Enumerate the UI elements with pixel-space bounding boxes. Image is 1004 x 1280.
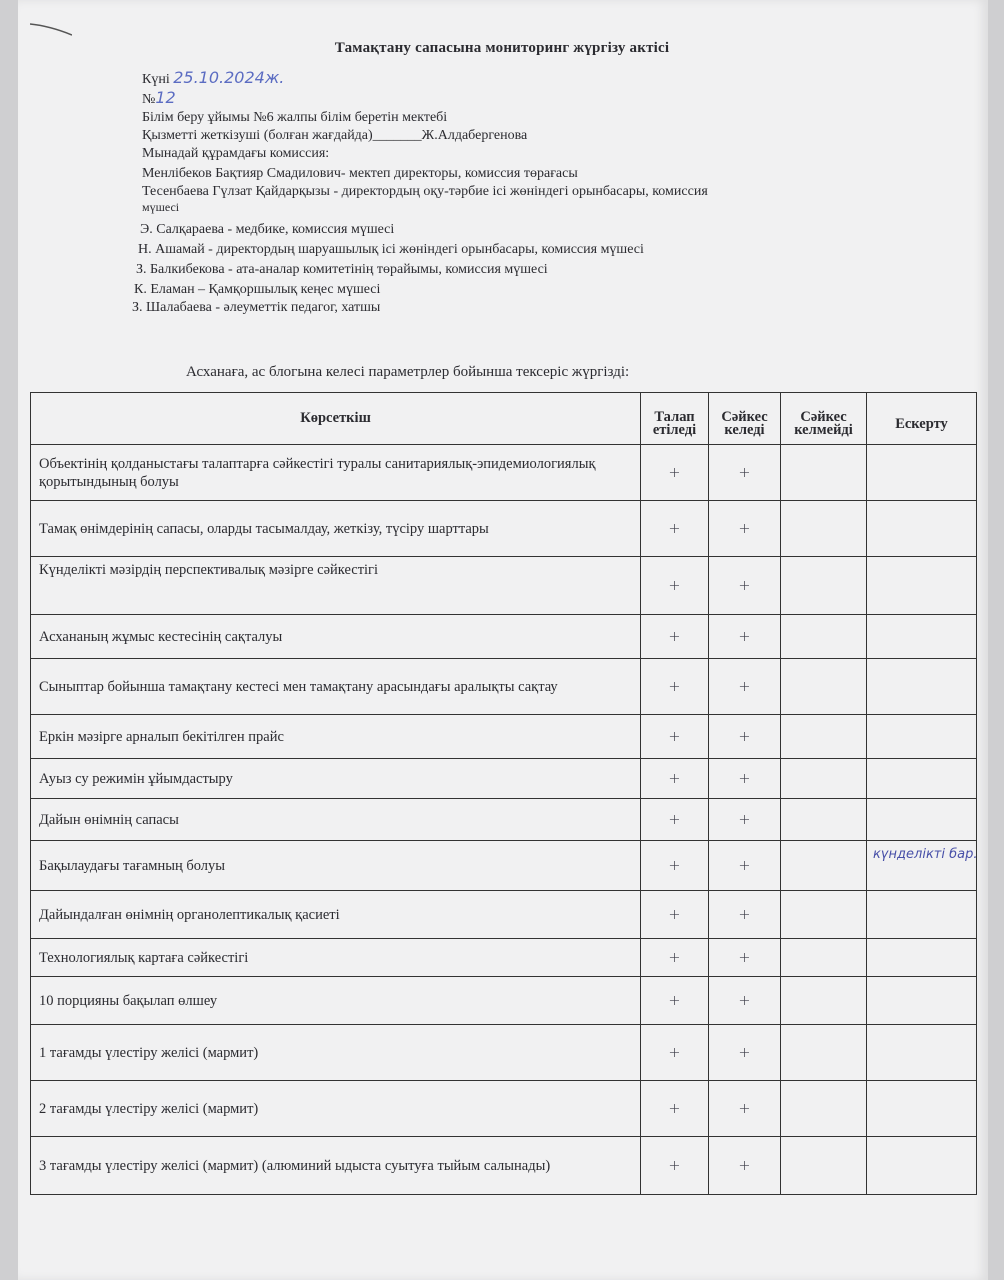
number-line [142, 88, 176, 108]
inspection-table [30, 392, 977, 1195]
not-complies-cell [781, 891, 867, 939]
table-row [31, 445, 977, 501]
not-complies-cell [781, 501, 867, 557]
not-complies-cell [781, 977, 867, 1025]
note-cell [867, 799, 977, 841]
header-complies: Сәйкес келеді [709, 393, 781, 445]
complies-mark: + [709, 891, 781, 939]
indicator-cell: Дайын өнімнің сапасы [31, 799, 641, 841]
indicator-cell: Технологиялық картаға сәйкестігі [31, 939, 641, 977]
table-row [31, 939, 977, 977]
required-mark: + [641, 759, 709, 799]
indicator-cell: Дайындалған өнімнің органолептикалық қасиеті [31, 891, 641, 939]
note-cell [867, 659, 977, 715]
complies-mark: + [709, 841, 781, 891]
complies-mark: + [709, 715, 781, 759]
table-row [31, 1137, 977, 1195]
required-mark: + [641, 1081, 709, 1137]
table-row [31, 501, 977, 557]
number-label: № [142, 92, 156, 107]
complies-mark: + [709, 501, 781, 557]
date-line [142, 68, 284, 88]
indicator-cell: Ауыз су режимін ұйымдастыру [31, 759, 641, 799]
complies-mark: + [709, 1025, 781, 1081]
required-mark: + [641, 715, 709, 759]
number-value: 12 [155, 88, 176, 107]
member-line: Менлібеков Бақтияр Смадилович- мектеп директоры, комиссия төрағасы [142, 166, 578, 181]
indicator-cell: Еркін мәзірге арналып бекітілген прайс [31, 715, 641, 759]
complies-mark: + [709, 939, 781, 977]
member-line: Н. Ашамай - директордың шаруашылық ісі жөніндегі орынбасары, комиссия мүшесі [138, 242, 644, 257]
member-line: Тесенбаева Гүлзат Қайдарқызы - директордың оқу-тәрбие ісі жөніндегі орынбасары, комиссия [142, 184, 708, 199]
table-row [31, 715, 977, 759]
not-complies-cell [781, 759, 867, 799]
school-line: Білім беру ұйымы №6 жалпы білім беретін мектебі [142, 110, 448, 125]
member-line: К. Еламан – Қамқоршылық кеңес мүшесі [134, 282, 381, 297]
note-cell [867, 759, 977, 799]
indicator-cell: Объектінің қолданыстағы талаптарға сәйкестігі туралы санитариялық-эпидемиологиялық қорытындының болуы [31, 445, 641, 501]
required-mark: + [641, 615, 709, 659]
note-text: күнделікті бар. [873, 847, 978, 862]
header-indicator: Көрсеткіш [31, 393, 641, 445]
required-mark: + [641, 445, 709, 501]
note-cell [867, 841, 977, 891]
table-row [31, 759, 977, 799]
required-mark: + [641, 977, 709, 1025]
complies-mark: + [709, 759, 781, 799]
pen-stroke-mark [30, 22, 72, 36]
indicator-cell: 2 тағамды үлестіру желісі (мармит) [31, 1081, 641, 1137]
complies-mark: + [709, 1137, 781, 1195]
not-complies-cell [781, 1025, 867, 1081]
date-label: Күні [142, 72, 170, 87]
not-complies-cell [781, 939, 867, 977]
required-mark: + [641, 891, 709, 939]
complies-mark: + [709, 557, 781, 615]
header-required: Талап етіледі [641, 393, 709, 445]
complies-mark: + [709, 799, 781, 841]
table-row [31, 891, 977, 939]
table-row [31, 977, 977, 1025]
header-not-complies: Сәйкес келмейді [781, 393, 867, 445]
not-complies-cell [781, 841, 867, 891]
table-row [31, 841, 977, 891]
complies-mark: + [709, 1081, 781, 1137]
required-mark: + [641, 1137, 709, 1195]
note-cell [867, 1081, 977, 1137]
required-mark: + [641, 501, 709, 557]
table-row [31, 799, 977, 841]
provider-line: Қызметті жеткізуші (болған жағдайда)_______Ж.Алдабергенова [142, 128, 528, 143]
required-mark: + [641, 557, 709, 615]
complies-mark: + [709, 977, 781, 1025]
not-complies-cell [781, 1137, 867, 1195]
complies-mark: + [709, 445, 781, 501]
required-mark: + [641, 1025, 709, 1081]
indicator-cell: 10 порцияны бақылап өлшеу [31, 977, 641, 1025]
not-complies-cell [781, 615, 867, 659]
document-title: Тамақтану сапасына мониторинг жүргізу актісі [334, 40, 670, 56]
required-mark: + [641, 659, 709, 715]
indicator-cell: 1 тағамды үлестіру желісі (мармит) [31, 1025, 641, 1081]
member-line: З. Шалабаева - әлеуметтік педагог, хатшы [132, 300, 381, 315]
complies-mark: + [709, 615, 781, 659]
complies-mark: + [709, 659, 781, 715]
header-note: Ескерту [867, 393, 977, 445]
indicator-cell: Тамақ өнімдерінің сапасы, оларды тасымалдау, жеткізу, түсіру шарттары [31, 501, 641, 557]
table-row [31, 659, 977, 715]
required-mark: + [641, 939, 709, 977]
member-line: мүшесі [142, 200, 180, 214]
not-complies-cell [781, 715, 867, 759]
note-cell [867, 445, 977, 501]
not-complies-cell [781, 445, 867, 501]
indicator-cell: Асхананың жұмыс кестесінің сақталуы [31, 615, 641, 659]
indicator-cell: Сыныптар бойынша тамақтану кестесі мен тамақтану арасындағы аралықты сақтау [31, 659, 641, 715]
note-cell [867, 1025, 977, 1081]
note-cell [867, 501, 977, 557]
indicator-cell: Күнделікті мәзірдің перспективалық мәзірге сәйкестігі [31, 557, 641, 615]
table-row [31, 557, 977, 615]
table-row [31, 615, 977, 659]
member-line: З. Балкибекова - ата-аналар комитетінің төрайымы, комиссия мүшесі [136, 262, 548, 277]
indicator-cell: Бақылаудағы тағамның болуы [31, 841, 641, 891]
note-cell [867, 1137, 977, 1195]
not-complies-cell [781, 659, 867, 715]
note-cell [867, 891, 977, 939]
note-cell [867, 615, 977, 659]
not-complies-cell [781, 799, 867, 841]
note-cell [867, 715, 977, 759]
indicator-cell: 3 тағамды үлестіру желісі (мармит) (алюминий ыдыста суытуға тыйым салынады) [31, 1137, 641, 1195]
member-line: Э. Салқараева - медбике, комиссия мүшесі [140, 222, 395, 237]
intro-text: Асханаға, ас блогына келесі параметрлер бойынша тексеріс жүргізді: [186, 364, 630, 380]
required-mark: + [641, 799, 709, 841]
commission-heading: Мынадай құрамдағы комиссия: [142, 146, 330, 161]
not-complies-cell [781, 1081, 867, 1137]
table-header-row [31, 393, 977, 445]
not-complies-cell [781, 557, 867, 615]
note-cell [867, 557, 977, 615]
date-value: 25.10.2024ж. [173, 68, 285, 87]
required-mark: + [641, 841, 709, 891]
note-cell [867, 977, 977, 1025]
table-row [31, 1025, 977, 1081]
note-cell [867, 939, 977, 977]
table-row [31, 1081, 977, 1137]
